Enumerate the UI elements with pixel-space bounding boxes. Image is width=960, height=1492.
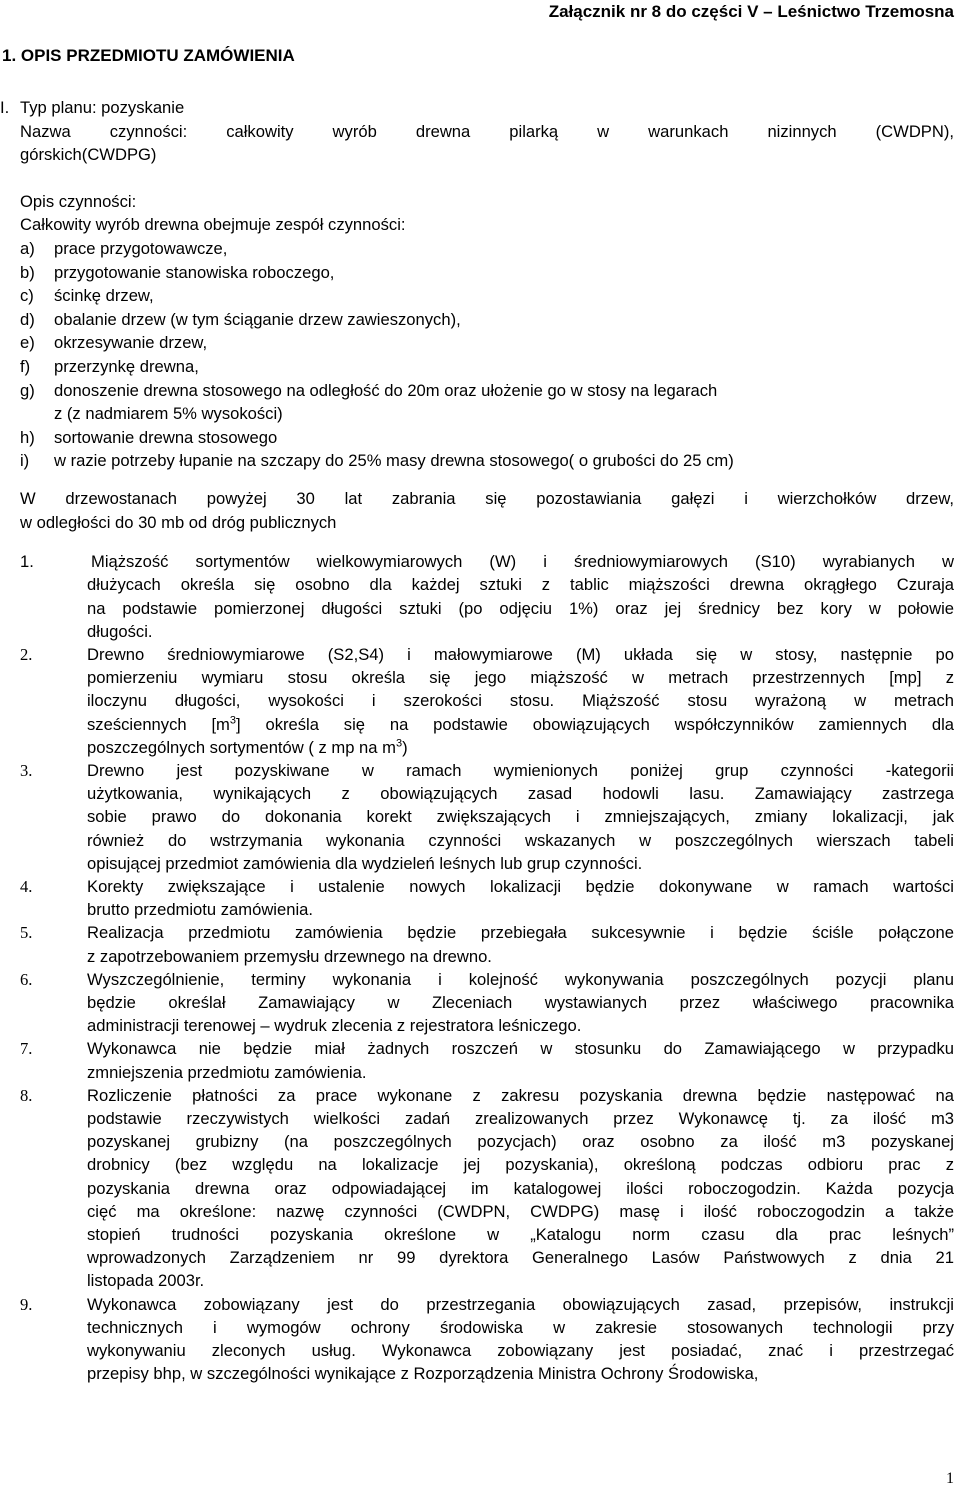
annex-header: Załącznik nr 8 do części V – Leśnictwo Trzemosna (548, 2, 954, 21)
paragraph-number: 6. (20, 969, 33, 989)
list-item-text: sortowanie drewna stosowego (54, 427, 278, 447)
paragraph-line (87, 713, 954, 736)
list-marker: i) (20, 451, 30, 471)
paragraph-line: Wyszczególnienie, terminy wykonania i kolejność wykonywania poszczególnych pozycji planu (87, 969, 954, 989)
paragraph-body (87, 550, 954, 643)
text-run: ) (402, 737, 408, 757)
list-item-continuation: z (z nadmiarem 5% wysokości) (54, 404, 283, 424)
paragraph-line: Wykonawca zobowiązany jest do przestrzegania obowiązujących zasad, przepisów, instrukcji (87, 1294, 954, 1314)
list-item (20, 355, 954, 379)
paragraph-line: cięć ma określone: nazwę czynności (CWDPN, CWDPG) masę i ilość roboczogodzin a także (87, 1201, 954, 1221)
paragraph-body (87, 875, 954, 921)
list-item-text: przygotowanie stanowiska roboczego, (54, 262, 335, 282)
roman-marker: I. (0, 98, 10, 117)
list-item-text: przerzynkę drewna, (54, 356, 199, 376)
paragraph-line: Drewno jest pozyskiwane w ramach wymienionych poniżej grup czynności -kategorii (87, 760, 954, 780)
numbered-paragraph (20, 1293, 954, 1386)
paragraph-number: 8. (20, 1085, 33, 1105)
paragraph-body (87, 759, 954, 875)
paragraph-line: podstawie rzeczywistych wielkości zadań zrealizowanych przez Wykonawcę tj. za ilość m3 (87, 1108, 954, 1128)
description-list (20, 237, 954, 473)
paragraph-line: opisującej przedmiot zamówienia dla wydzieleń leśnych lub grup czynności. (87, 853, 643, 873)
paragraph-line: administracji terenowej – wydruk zlecenia z rejestratora leśniczego. (87, 1016, 582, 1036)
paragraph-line: drobnicy (bez względu na lokalizacje jej pozyskania), określoną podczas odbioru prac z (87, 1155, 954, 1175)
text-run: poszczególnych sortymentów ( z mp na m (87, 737, 396, 757)
document-body (0, 96, 954, 1385)
list-item (20, 284, 954, 308)
numbered-paragraph (20, 875, 954, 921)
paragraph-line: zmniejszenia przedmiotu zamówienia. (87, 1062, 367, 1082)
paragraph-line: przepisy bhp, w szczególności wynikające z Rozporządzenia Ministra Ochrony Środowiska, (87, 1364, 759, 1384)
text-run: ] określa się na podstawie obowiązujących współczynników zamiennych dla (236, 714, 954, 734)
description-intro: Całkowity wyrób drewna obejmuje zespół czynności: (20, 215, 406, 235)
paragraph-line: Korekty zwiększające i ustalenie nowych lokalizacji będzie dokonywane w ramach wartości (87, 876, 954, 896)
list-item-text: ścinkę drzew, (54, 286, 154, 306)
paragraph-line: Realizacja przedmiotu zamówienia będzie przebiegała sukcesywnie i będzie ściśle połączone (87, 923, 954, 943)
list-marker: e) (20, 333, 35, 353)
paragraph-line: wykonywaniu zleconych usług. Wykonawca zobowiązany jest posiadać, znać i przestrzegać (87, 1341, 954, 1360)
page-number: 1 (946, 1470, 954, 1487)
list-item (20, 426, 954, 450)
paragraph-line: listopada 2003r. (87, 1271, 205, 1291)
restriction-line2: w odległości do 30 mb od dróg publicznych (20, 512, 337, 532)
numbered-paragraph (20, 921, 954, 967)
paragraph-body (87, 968, 954, 1038)
paragraph-line: długości. (87, 621, 153, 641)
numbered-paragraph (20, 759, 954, 875)
paragraph-line: Rozliczenie płatności za prace wykonane z zakresu pozyskania drewna będzie następować na (87, 1085, 954, 1105)
paragraph-line: również do wstrzymania wykonania czynności wskazanych w poszczególnych wierszach tabeli (87, 830, 954, 850)
list-marker: d) (20, 309, 35, 329)
paragraph-body (87, 921, 954, 967)
list-item (20, 308, 954, 332)
paragraph-line: na podstawie pomierzonej długości sztuki (po odjęciu 1%) oraz jej średnicy bez kory w połowie (87, 598, 954, 618)
numbered-paragraph (20, 1037, 954, 1083)
paragraph-body (87, 1037, 954, 1083)
list-marker: a) (20, 238, 35, 258)
restriction-line1: W drzewostanach powyżej 30 lat zabrania się pozostawiania gałęzi i wierzchołków drzew, (20, 488, 954, 508)
section-heading: 1. OPIS PRZEDMIOTU ZAMÓWIENIA (2, 46, 295, 65)
paragraph-body (87, 643, 954, 759)
numbered-paragraph (20, 1084, 954, 1293)
paragraph-line: sobie prawo do dokonania korekt zwiększających i zmniejszających, zmiany lokalizacji, jak (87, 807, 954, 827)
paragraph-line: z zapotrzebowaniem przemysłu drzewnego na drewno. (87, 946, 492, 966)
plan-type: Typ planu: pozyskanie (20, 98, 185, 117)
list-marker: g) (20, 380, 35, 400)
superscript: 3 (229, 713, 237, 726)
list-item (20, 237, 954, 261)
paragraph-number: 5. (20, 923, 33, 943)
description-label: Opis czynności: (20, 191, 137, 211)
list-marker: f) (20, 356, 31, 376)
paragraph-line: Miąższość sortymentów wielkowymiarowych (W) i średniowymiarowych (S10) wyrabianych w (91, 552, 954, 572)
activity-name-line2: górskich(CWDPG) (20, 145, 157, 165)
list-item (20, 261, 954, 285)
text-run: sześciennych [m (87, 714, 230, 734)
paragraph-line: będzie określał Zamawiający w Zleceniach wystawianych przez właściwego pracownika (87, 992, 954, 1012)
paragraph-number: 7. (20, 1039, 33, 1059)
paragraph-body (87, 1084, 954, 1293)
numbered-paragraph (20, 643, 954, 759)
paragraph-line: pozyskanej grubizny (na poszczególnych pozycjach) oraz osobno za ilość m3 pozyskanej (87, 1132, 954, 1152)
activity-name-line1: Nazwa czynności: całkowity wyrób drewna pilarką w warunkach nizinnych (CWDPN), (20, 121, 954, 141)
paragraph-line: Wykonawca nie będzie miał żadnych roszczeń w stosunku do Zamawiającego w przypadku (87, 1039, 954, 1059)
list-item-text: okrzesywanie drzew, (54, 333, 208, 353)
list-item (20, 331, 954, 355)
paragraph-line: pozyskania drewna oraz odpowiadającej im katalogowej ilości roboczogodzin. Każda pozycja (87, 1178, 954, 1198)
paragraph-number: 1. (20, 552, 34, 572)
list-item-text: w razie potrzeby łupanie na szczapy do 25% masy drewna stosowego( o grubości do 25 cm) (54, 451, 734, 471)
list-item-text: donoszenie drewna stosowego na odległość do 20m oraz ułożenie go w stosy na legarach (54, 380, 718, 400)
plan-type-line (0, 96, 954, 120)
paragraph-line: pomierzeniu wymiaru stosu określa się jego miąższość w metrach przestrzennych [mp] z (87, 668, 954, 688)
paragraph-number: 3. (20, 760, 33, 780)
paragraph-line: Drewno średniowymiarowe (S2,S4) i małowymiarowe (M) układa się w stosy, następnie po (87, 644, 954, 664)
numbered-list (20, 550, 954, 1385)
paragraph-line: użytkowania, wynikających z obowiązujących zasad hodowli lasu. Zamawiający zastrzega (87, 784, 954, 804)
numbered-paragraph (20, 968, 954, 1038)
list-marker: c) (20, 286, 34, 306)
paragraph-number: 9. (20, 1294, 33, 1314)
numbered-paragraph (20, 550, 954, 643)
list-marker: h) (20, 427, 35, 447)
paragraph-number: 2. (20, 644, 33, 664)
list-item (20, 379, 954, 403)
list-item (20, 449, 954, 473)
paragraph-line: wprowadzonych Zarządzeniem nr 99 dyrektora Generalnego Lasów Państwowych z dnia 21 (87, 1248, 954, 1268)
paragraph-line: technicznych i wymogów ochrony środowiska w zakresie stosowanych technologii przy (87, 1317, 954, 1337)
list-item-text: obalanie drzew (w tym ściąganie drzew zawieszonych), (54, 309, 461, 329)
list-marker: b) (20, 262, 35, 282)
paragraph-number: 4. (20, 876, 33, 896)
paragraph-body (87, 1293, 954, 1386)
list-item-text: prace przygotowawcze, (54, 238, 228, 258)
paragraph-line: stopień trudności pozyskania określone w „Katalogu norm czasu dla prac leśnych” (87, 1224, 954, 1244)
paragraph-line: brutto przedmiotu zamówienia. (87, 900, 313, 920)
paragraph-line: dłużycach określa się osobno dla każdej sztuki z tablic miąższości drewna okrągłego Czuraja (87, 575, 954, 595)
paragraph-line (87, 736, 954, 759)
superscript: 3 (395, 737, 403, 750)
paragraph-line: iloczynu długości, wysokości i szerokości stosu. Miąższość stosu wyrażoną w metrach (87, 691, 954, 711)
